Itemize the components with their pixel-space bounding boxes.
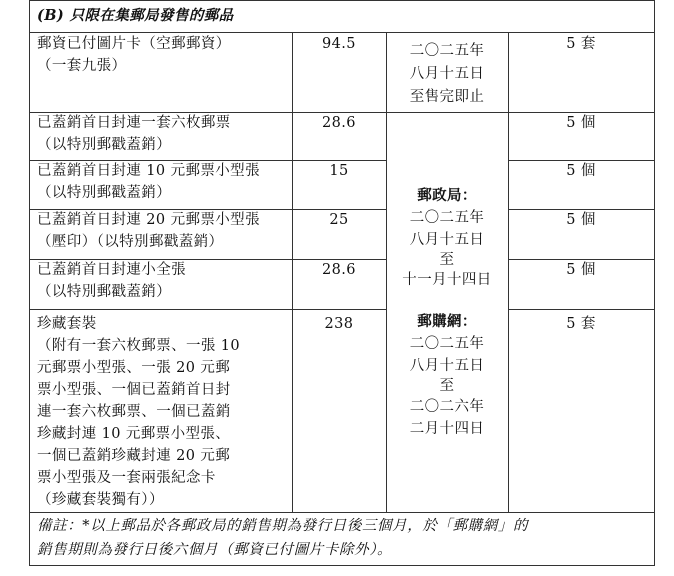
table-border-bottom [29, 565, 655, 566]
table-border-left [29, 0, 30, 566]
price: 238 [324, 316, 354, 332]
sale-period: 至 [439, 378, 455, 394]
item-name: 票小型張、一個已蓋銷首日封 [37, 382, 231, 398]
item-name: 已蓋銷首日封連小全張 [37, 262, 186, 278]
sale-period: 二〇二五年 [409, 43, 485, 59]
sale-period: 至售完即止 [409, 89, 485, 105]
price: 28.6 [322, 262, 356, 278]
item-name: 已蓋銷首日封連 20 元郵票小型張 [37, 212, 260, 228]
item-name: （附有一套六枚郵票、一張 10 [37, 338, 241, 354]
postal-items-table [29, 0, 655, 566]
item-name: 珍藏封連 10 元郵票小型張、 [37, 426, 231, 442]
item-name: 已蓋銷首日封連 10 元郵票小型張 [37, 163, 260, 179]
quantity: 5 個 [566, 212, 596, 228]
item-name: （珍藏套裝獨有）） [37, 492, 164, 508]
sale-period: 二〇二五年 [409, 210, 485, 226]
sale-period: 至 [439, 252, 455, 268]
item-name: （以特別郵戳蓋銷） [37, 284, 172, 300]
table-border-right [654, 0, 655, 566]
item-name: 元郵票小型張、一張 20 元郵 [37, 360, 231, 376]
item-name: 票小型張及一套兩張紀念卡 [37, 470, 216, 486]
post-office-label: 郵政局： [417, 187, 477, 204]
sale-period: 二〇二六年 [409, 399, 485, 415]
quantity: 5 個 [566, 115, 596, 131]
item-name: 珍藏套裝 [37, 316, 97, 332]
table-border-top [29, 0, 655, 1]
item-name: （以特別郵戳蓋銷） [37, 137, 172, 153]
sale-period: 十一月十四日 [402, 272, 492, 288]
item-name: （壓印）（以特別郵戳蓋銷） [37, 234, 224, 250]
sale-period: 二〇二五年 [409, 336, 485, 352]
item-name: （以特別郵戳蓋銷） [37, 185, 172, 201]
item-name: 連一套六枚郵票、一個已蓋銷 [37, 404, 231, 420]
price: 28.6 [322, 115, 356, 131]
footnote: 備註：*以上郵品於各郵政局的銷售期為發行日後三個月，於「郵購網」的 [37, 518, 529, 534]
quantity: 5 個 [566, 163, 596, 179]
divider [29, 512, 655, 513]
price: 25 [329, 212, 349, 228]
sale-period: 八月十五日 [409, 358, 485, 374]
divider [508, 309, 655, 310]
section-title: (B) 只限在集郵局發售的郵品 [37, 7, 234, 24]
price: 15 [329, 163, 349, 179]
sale-period: 八月十五日 [409, 232, 485, 248]
item-name: 郵資已付圖片卡（空郵郵資） [37, 36, 231, 52]
divider [29, 309, 386, 310]
ishop-label: 郵購網： [417, 313, 477, 330]
quantity: 5 個 [566, 262, 596, 278]
item-name: 已蓋銷首日封連一套六枚郵票 [37, 115, 231, 131]
item-name: （一套九張） [37, 58, 127, 74]
sale-period: 八月十五日 [409, 66, 485, 82]
sale-period: 二月十四日 [409, 421, 485, 437]
price: 94.5 [322, 36, 356, 52]
item-name: 一個已蓋銷珍藏封連 20 元郵 [37, 448, 231, 464]
footnote: 銷售期則為發行日後六個月（郵資已付圖片卡除外）。 [37, 542, 393, 558]
quantity: 5 套 [566, 316, 596, 332]
quantity: 5 套 [566, 36, 596, 52]
